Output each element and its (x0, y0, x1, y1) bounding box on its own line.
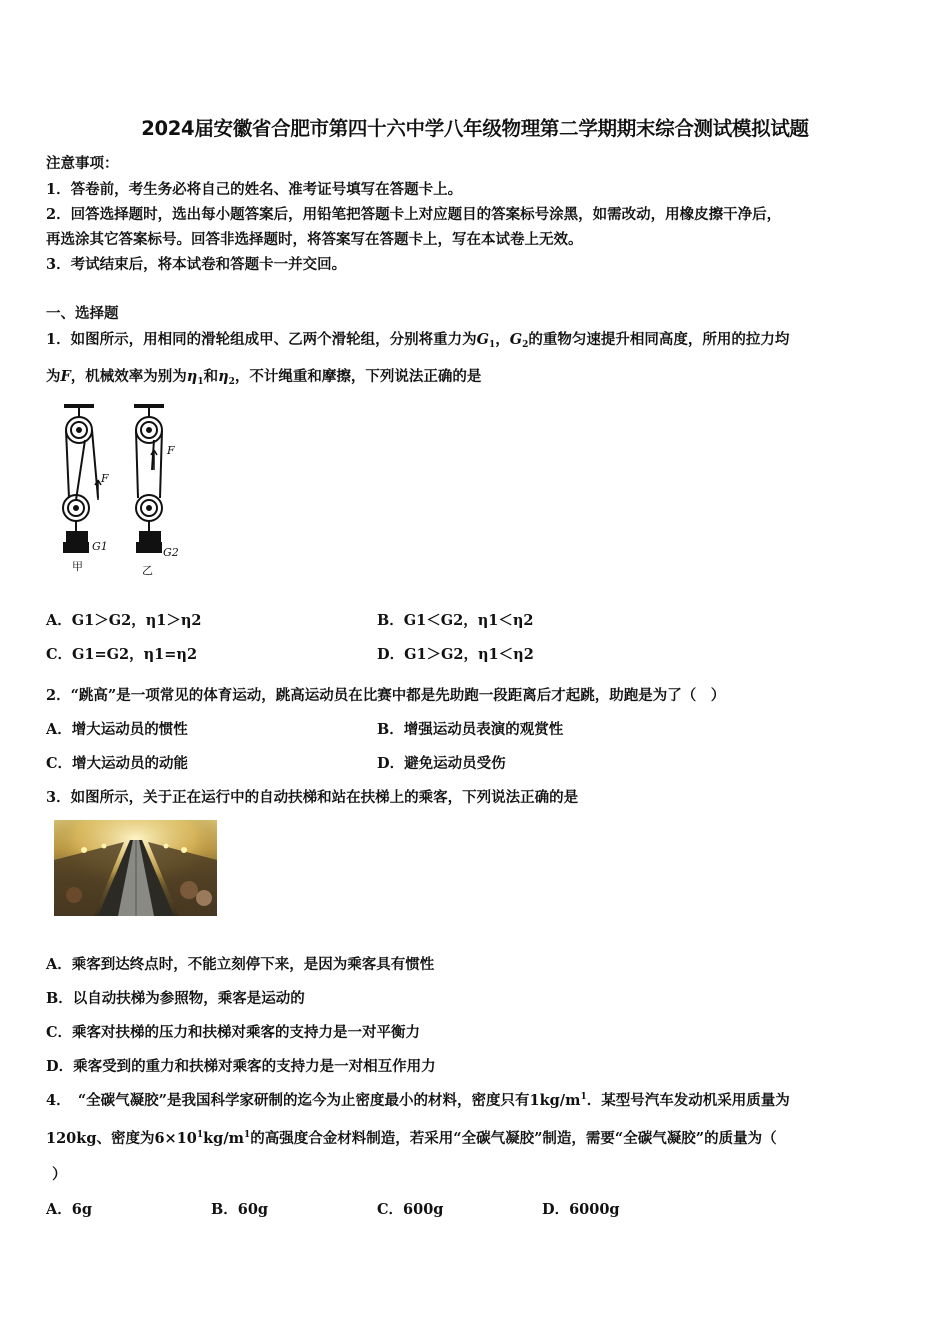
label-jia: 甲 (72, 560, 83, 573)
q4-stem-line2: 120kg、密度为$6\times 10^1kg/m^1$的高强度合金材料制造，若采用“全碳气凝胶”制造，需要“全碳气凝胶”的质量为（ (46, 1130, 777, 1147)
q3-option-b: B．以自动扶梯为参照物，乘客是运动的 (46, 990, 305, 1007)
q2-option-b: B．增强运动员表演的观赏性 (377, 721, 564, 738)
q2-option-d: D．避免运动员受伤 (377, 755, 506, 772)
label-yi: 乙 (142, 564, 153, 577)
notice-item-3: 3．考试结束后，将本试卷和答题卡一并交回。 (46, 256, 347, 273)
q2-option-a: A．增大运动员的惯性 (46, 721, 188, 738)
section-heading: 一、选择题 (46, 305, 119, 322)
q3-stem: 3．如图所示，关于正在运行中的自动扶梯和站在扶梯上的乘客，下列说法正确的是 (46, 789, 579, 806)
q4-option-c: C．600g (377, 1201, 444, 1218)
q1-stem-line2: 为F，机械效率为别为$\eta_1$和$\eta_2$，不计绳重和摩擦，下列说法正确的是 (46, 368, 482, 387)
q4-option-b: B．60g (211, 1201, 269, 1218)
q4-stem-line3: ） (52, 1166, 67, 1183)
notice-item-2: 2．回答选择题时，选出每小题答案后，用铅笔把答题卡上对应题目的答案标号涂黑，如需改动，用橡皮擦干净后， (46, 206, 782, 223)
q1-option-c: C．G1=G2，η1=η2 (46, 646, 198, 663)
notice-item-2-cont: 再选涂其它答案标号。回答非选择题时，将答案写在答题卡上，写在本试卷上无效。 (46, 231, 583, 248)
page-title: 2024届安徽省合肥市第四十六中学八年级物理第二学期期末综合测试模拟试题 (141, 117, 809, 140)
label-g2: G2 (163, 546, 179, 559)
notice-heading: 注意事项： (46, 155, 119, 172)
notice-item-1: 1．答卷前，考生务必将自己的姓名、准考证号填写在答题卡上。 (46, 181, 463, 198)
pulley-diagram (52, 400, 192, 578)
label-f-left: F (101, 472, 109, 485)
q1-option-b: B．G1＜G2，η1＜η2 (377, 612, 534, 629)
q3-option-c: C．乘客对扶梯的压力和扶梯对乘客的支持力是一对平衡力 (46, 1024, 421, 1041)
escalator-photo (54, 820, 217, 916)
q4-option-a: A．6g (46, 1201, 92, 1218)
q1-stem-line1: 1．如图所示，用相同的滑轮组成甲、乙两个滑轮组，分别将重力为$G_1$，$G_2$的重物匀速提升相同高度，所用的拉力均 (46, 331, 790, 350)
q3-option-a: A．乘客到达终点时，不能立刻停下来，是因为乘客具有惯性 (46, 956, 435, 973)
label-f-right: F (167, 444, 175, 457)
q1-option-a: A．G1＞G2，η1＞η2 (46, 612, 202, 629)
q2-option-c: C．增大运动员的动能 (46, 755, 189, 772)
q2-stem: 2．“跳高”是一项常见的体育运动，跳高运动员在比赛中都是先助跑一段距离后才起跳，助跑是为了（ ） (46, 687, 726, 704)
q1-option-d: D．G1＞G2，η1＜η2 (377, 646, 534, 663)
q4-stem-line1: 4． “全碳气凝胶”是我国科学家研制的迄今为止密度最小的材料，密度只有$1kg/m^1$．某型号汽车发动机采用质量为 (46, 1092, 790, 1109)
q4-option-d: D．6000g (542, 1201, 620, 1218)
q3-option-d: D．乘客受到的重力和扶梯对乘客的支持力是一对相互作用力 (46, 1058, 436, 1075)
label-g1: G1 (92, 540, 108, 553)
